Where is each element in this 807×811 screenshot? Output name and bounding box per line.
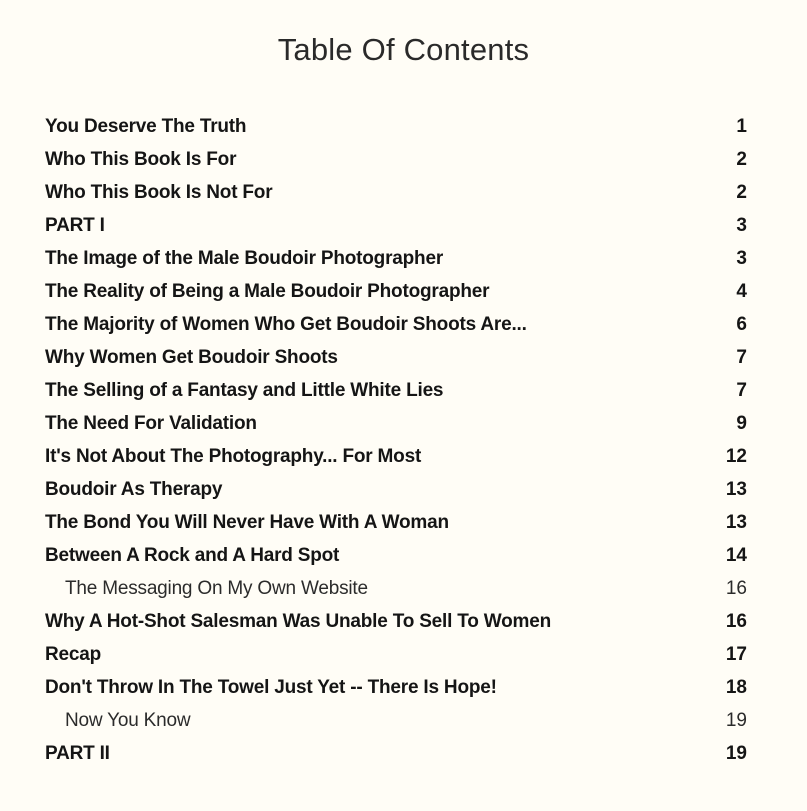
toc-entry-page-number: 12 xyxy=(725,446,747,467)
toc-entry-page-number: 13 xyxy=(725,479,747,500)
toc-entry[interactable] xyxy=(45,341,747,374)
toc-entry-title: The Selling of a Fantasy and Little White Lies xyxy=(45,380,444,401)
toc-entry[interactable] xyxy=(45,737,747,770)
toc-entry[interactable] xyxy=(45,242,747,275)
toc-entry[interactable] xyxy=(45,374,747,407)
toc-entry[interactable] xyxy=(45,539,747,572)
toc-entry-title: The Need For Validation xyxy=(45,413,257,434)
toc-entry[interactable] xyxy=(45,440,747,473)
toc-entry-page-number: 3 xyxy=(736,215,747,236)
toc-entry-title: Now You Know xyxy=(65,710,191,731)
page-title: Table Of Contents xyxy=(277,32,530,67)
toc-entry-title: PART II xyxy=(45,743,110,764)
toc-entry[interactable] xyxy=(45,473,747,506)
toc-entry-page-number: 16 xyxy=(725,611,747,632)
toc-entry-title: The Majority of Women Who Get Boudoir Shoots Are... xyxy=(45,314,527,335)
toc-entry-title: The Messaging On My Own Website xyxy=(65,578,368,599)
toc-entry[interactable] xyxy=(45,275,747,308)
toc-entry-page-number: 13 xyxy=(725,512,747,533)
toc-entry[interactable] xyxy=(45,143,747,176)
toc-entry-page-number: 7 xyxy=(736,380,747,401)
toc-entry[interactable] xyxy=(45,506,747,539)
toc-entry[interactable] xyxy=(45,605,747,638)
toc-entry-title: The Bond You Will Never Have With A Woman xyxy=(45,512,449,533)
toc-entry-title: Recap xyxy=(45,644,102,665)
toc-entry[interactable] xyxy=(45,407,747,440)
toc-entry[interactable] xyxy=(45,671,747,704)
toc-entry-title: Why Women Get Boudoir Shoots xyxy=(45,347,338,368)
toc-entry-page-number: 2 xyxy=(736,149,747,170)
toc-entry-page-number: 17 xyxy=(725,644,747,665)
toc-entry-page-number: 19 xyxy=(725,710,747,731)
toc-entry-title: Between A Rock and A Hard Spot xyxy=(45,545,340,566)
toc-entry-page-number: 9 xyxy=(736,413,747,434)
toc-entry-title: It's Not About The Photography... For Most xyxy=(45,446,422,467)
toc-entry-title: Who This Book Is Not For xyxy=(45,182,273,203)
toc-entry-title: Why A Hot-Shot Salesman Was Unable To Sell To Women xyxy=(45,611,552,632)
toc-entry[interactable] xyxy=(45,176,747,209)
toc-entry-title: The Image of the Male Boudoir Photographer xyxy=(45,248,444,269)
toc-entry-title: Boudoir As Therapy xyxy=(45,479,223,500)
toc-entry-page-number: 3 xyxy=(736,248,747,269)
toc-entry-title: Who This Book Is For xyxy=(45,149,237,170)
toc-entry-title: You Deserve The Truth xyxy=(45,116,247,137)
toc-entry-page-number: 1 xyxy=(736,116,747,137)
toc-entry-page-number: 19 xyxy=(725,743,747,764)
toc-entry-page-number: 7 xyxy=(736,347,747,368)
toc-entry[interactable] xyxy=(45,638,747,671)
toc-entry[interactable] xyxy=(45,209,747,242)
toc-entry-title: PART I xyxy=(45,215,105,236)
toc-entry-title: The Reality of Being a Male Boudoir Photographer xyxy=(45,281,490,302)
toc-entry-page-number: 6 xyxy=(736,314,747,335)
toc-subentry[interactable] xyxy=(45,704,747,737)
toc-subentry[interactable] xyxy=(45,572,747,605)
toc-entry-page-number: 14 xyxy=(725,545,747,566)
toc-entry-page-number: 4 xyxy=(736,281,747,302)
toc-entry-title: Don't Throw In The Towel Just Yet -- There Is Hope! xyxy=(45,677,497,698)
toc-entry-page-number: 18 xyxy=(725,677,747,698)
toc-entry-page-number: 16 xyxy=(725,578,747,599)
toc-entry[interactable] xyxy=(45,110,747,143)
toc-entry[interactable] xyxy=(45,308,747,341)
table-of-contents xyxy=(45,110,747,770)
toc-entry-page-number: 2 xyxy=(736,182,747,203)
